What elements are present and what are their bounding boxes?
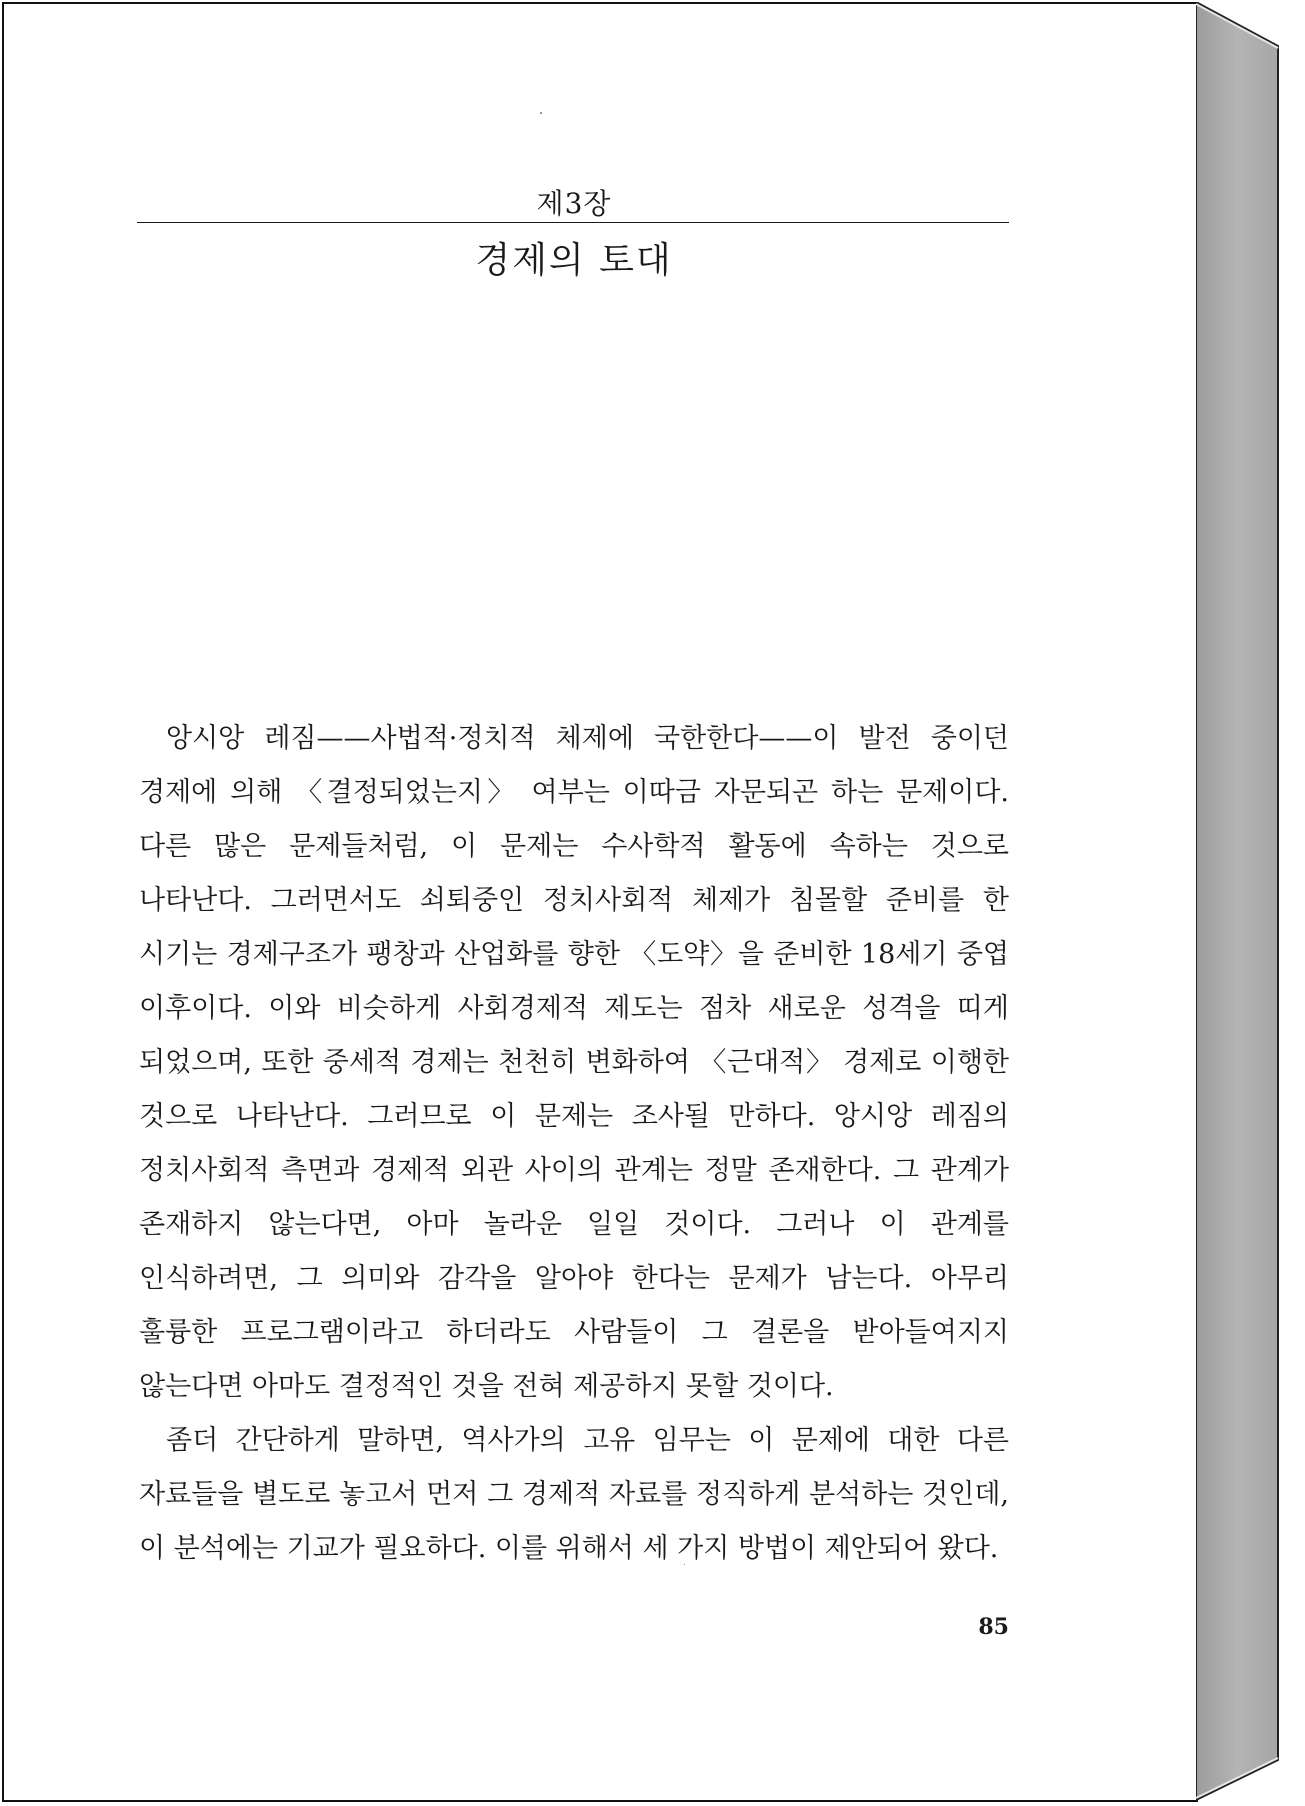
page-number: 85 [978, 1614, 1009, 1640]
body-text [139, 712, 1009, 1576]
book-page [2, 2, 1198, 1802]
book-edge-shading [1196, 2, 1292, 1802]
print-speck [540, 112, 542, 114]
chapter-divider-rule [137, 222, 1009, 223]
chapter-title: 경제의 토대 [475, 240, 673, 281]
paragraph-2: 좀더 간단하게 말하면, 역사가의 고유 임무는 이 문제에 대한 다른 자료들을 별도로 놓고서 먼저 그 경제적 자료를 정직하게 분석하는 것인데, 이 분석에는 기교가 필요하다. 이를 위해서 세 가지 방법이 제안되어 왔다. [139, 1425, 1009, 1564]
chapter-label: 제3장 [536, 187, 612, 220]
paragraph-1: 앙시앙 레짐——사법적·정치적 체제에 국한한다——이 발전 중이던 경제에 의해 〈결정되었는지〉 여부는 이따금 자문되곤 하는 문제이다. 다른 많은 문제들처럼, 이 문제는 수사학적 활동에 속하는 것으로 나타난다. 그러면서도 쇠퇴중인 정치사회적 체제가 침몰할 준비를 한 시기는 경제구조가 팽창과 산업화를 향한 〈도약〉을 준비한 18세기 중엽 이후이다. 이와 비슷하게 사회경제적 제도는 점차 새로운 성격을 띠게 되었으며, 또한 중세적 경제는 천천히 변화하여 〈근대적〉 경제로 이행한 것으로 나타난다. 그러므로 이 문제는 조사될 만하다. 앙시앙 레짐의 정치사회적 측면과 경제적 외관 사이의 관계는 정말 존재한다. 그 관계가 존재하지 않는다면, 아마 놀라운 일일 것이다. 그러나 이 관계를 인식하려면, 그 의미와 감각을 알아야 한다는 문제가 남는다. 아무리 훌륭한 프로그램이라고 하더라도 사람들이 그 결론을 받아들여지지 않는다면 아마도 결정적인 것을 전혀 제공하지 못할 것이다. [139, 723, 1009, 1402]
